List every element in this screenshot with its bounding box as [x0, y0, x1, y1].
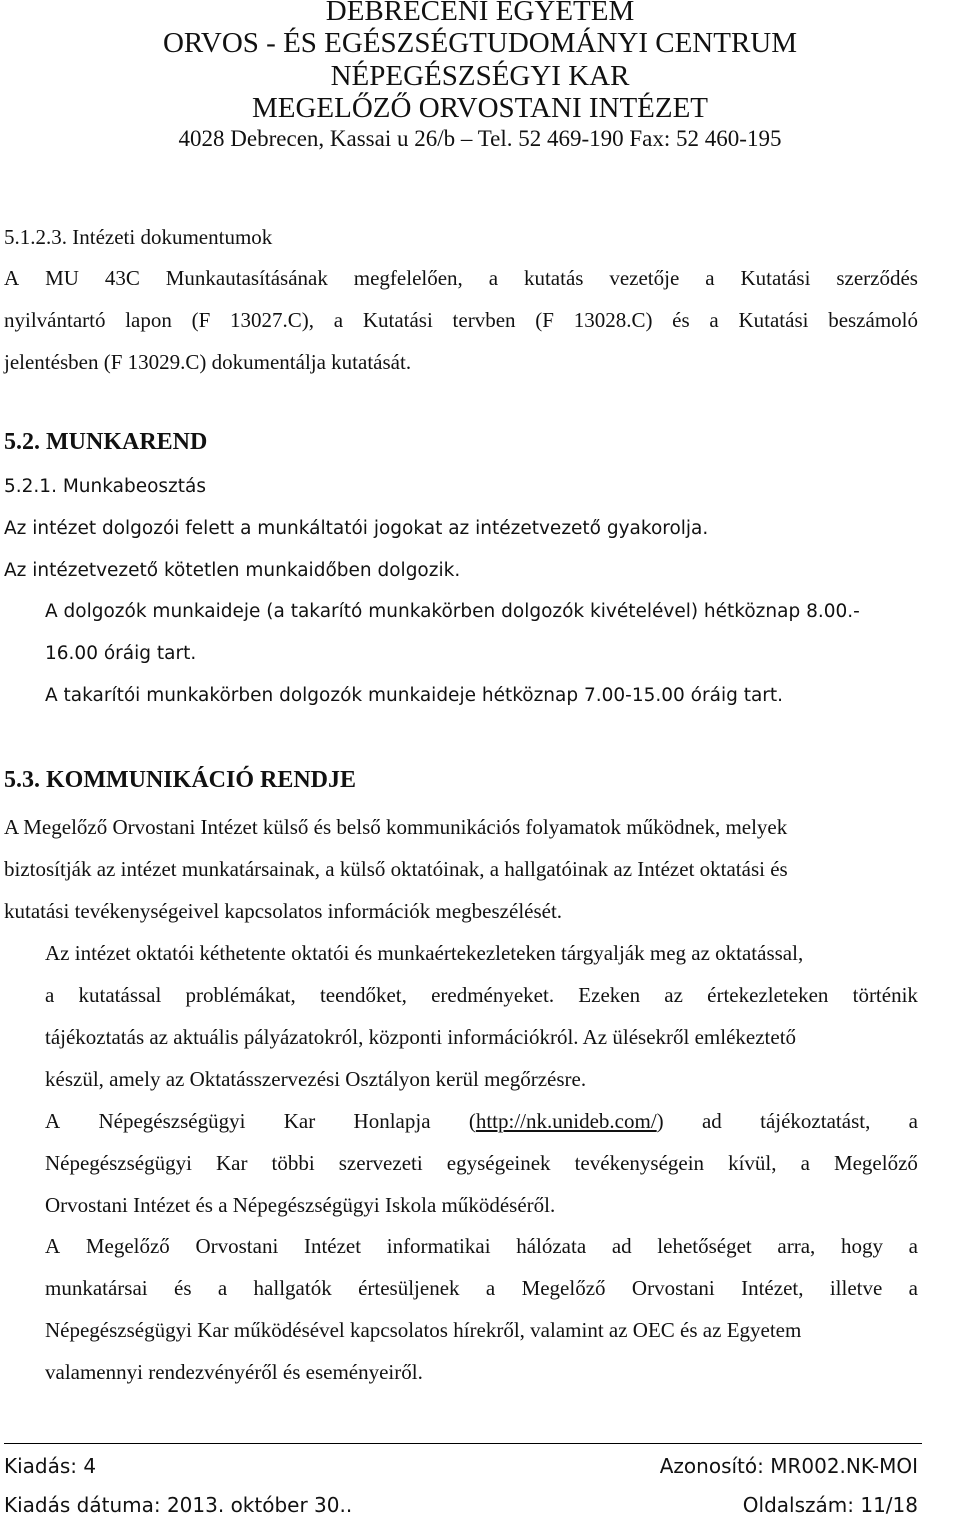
section-5-1-2-3-line2: nyilvántartó lapon (F 13027.C), a Kutatási tervben (F 13028.C) és a Kutatási beszámoló [4, 308, 918, 332]
section-5-2-heading: 5.2. MUNKAREND [4, 429, 208, 455]
footer-document-id: Azonosító: MR002.NK-MOI [659, 1454, 918, 1478]
section-5-3-p4-line2: munkatársai és a hallgatók értesüljenek a Megelőző Orvostani Intézet, illetve a [45, 1276, 918, 1300]
centre-name: ORVOS - ÉS EGÉSZSÉGTUDOMÁNYI CENTRUM [162, 27, 798, 59]
section-5-3-p2-line1: Az intézet oktatói kéthetente oktatói és munkaértekezleteken tárgyalják meg az oktatással, [45, 941, 804, 965]
section-5-2-1-p1: Az intézet dolgozói felett a munkáltatói jogokat az intézetvezető gyakorolja. [4, 518, 709, 539]
institution-name: DEBRECENI EGYETEM [325, 0, 635, 27]
institute-address: 4028 Debrecen, Kassai u 26/b – Tel. 52 469-190 Fax: 52 460-195 [178, 126, 782, 151]
faculty-website-link[interactable]: http://nk.unideb.com/ [475, 1109, 657, 1133]
footer-edition: Kiadás: 4 [4, 1454, 97, 1478]
section-5-2-1-p2: Az intézetvezető kötetlen munkaidőben dolgozik. [4, 560, 461, 581]
section-5-3-p1-line2: biztosítják az intézet munkatársainak, a külső oktatóinak, a hallgatóinak az Intézet oktatási és [4, 857, 788, 881]
section-5-3-p3-line2: Népegészségügyi Kar többi szervezeti egységeinek tevékenységein kívül, a Megelőző [45, 1151, 918, 1175]
footer-divider [4, 1443, 922, 1444]
institute-name: MEGELŐZŐ ORVOSTANI INTÉZET [251, 92, 709, 124]
footer-page-number: Oldalszám: 11/18 [742, 1493, 918, 1517]
footer-edition-date: Kiadás dátuma: 2013. október 30.. [4, 1493, 353, 1517]
section-5-2-1-title: 5.2.1. Munkabeosztás [4, 476, 206, 497]
section-5-2-1-p3b: 16.00 óráig tart. [45, 643, 197, 664]
section-5-1-2-3-line3: jelentésben (F 13029.C) dokumentálja kutatását. [4, 350, 412, 374]
section-5-3-p3-line1: A Népegészségügyi Kar Honlapja (http://nk.unideb.com/) ad tájékoztatást, a [45, 1109, 918, 1133]
section-5-2-1-p4: A takarítói munkakörben dolgozók munkaideje hétköznap 7.00-15.00 óráig tart. [45, 685, 784, 706]
section-5-3-p1-line1: A Megelőző Orvostani Intézet külső és belső kommunikációs folyamatok működnek, melyek [4, 815, 788, 839]
section-5-1-2-3-line1: A MU 43C Munkautasításának megfelelően, a kutatás vezetője a Kutatási szerződés [4, 266, 918, 290]
section-5-3-p2-line3: tájékoztatás az aktuális pályázatokról, központi információkról. Az ülésekről emlékeztető [45, 1025, 797, 1049]
section-5-1-2-3-title: 5.1.2.3. Intézeti dokumentumok [4, 225, 273, 249]
section-5-3-p2-line4: készül, amely az Oktatásszervezési Osztályon kerül megőrzésre. [45, 1067, 587, 1091]
section-5-3-p3-line3: Orvostani Intézet és a Népegészségügyi Iskola működéséről. [45, 1193, 556, 1217]
section-5-3-heading: 5.3. KOMMUNIKÁCIÓ RENDJE [4, 767, 356, 793]
section-5-3-p4-line3: Népegészségügyi Kar működésével kapcsolatos hírekről, valamint az OEC és az Egyetem [45, 1318, 802, 1342]
section-5-3-p4-line4: valamennyi rendezvényéről és eseményeiről. [45, 1360, 423, 1384]
section-5-3-p1-line3: kutatási tevékenységeivel kapcsolatos információk megbeszélését. [4, 899, 563, 923]
section-5-2-1-p3a: A dolgozók munkaideje (a takarító munkakörben dolgozók kivételével) hétköznap 8.00.- [45, 601, 860, 622]
section-5-3-p4-line1: A Megelőző Orvostani Intézet informatikai hálózata ad lehetőséget arra, hogy a [45, 1234, 918, 1258]
section-5-3-p2-line2: a kutatással problémákat, teendőket, eredményeket. Ezeken az értekezleteken történik [45, 983, 918, 1007]
faculty-name: NÉPEGÉSZSÉGYI KAR [330, 60, 630, 92]
